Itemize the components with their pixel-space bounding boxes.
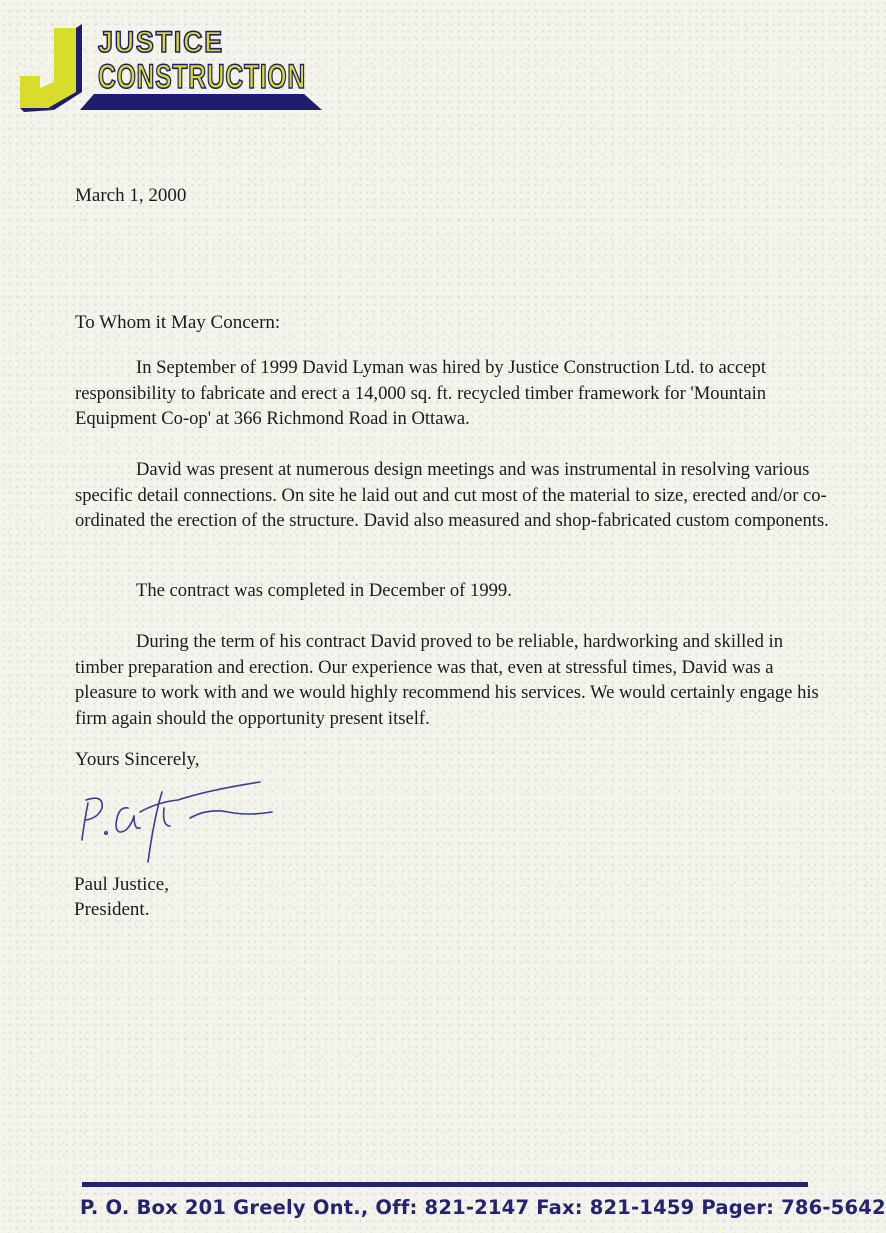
signer-name: Paul Justice, bbox=[74, 874, 169, 895]
salutation: To Whom it May Concern: bbox=[75, 312, 281, 333]
paragraph-text: The contract was completed in December of 1999. bbox=[136, 580, 512, 601]
body-paragraph bbox=[75, 355, 830, 432]
paragraph-text: David was present at numerous design meetings and was instrumental in resolving various specific detail connections. On site he laid out and cut most of the material to size, erected and/or co-ordinated the erection of the structure. David also measured and shop-fabricated custom components. bbox=[75, 459, 829, 531]
body-paragraph bbox=[75, 629, 830, 731]
body-paragraph bbox=[75, 578, 830, 604]
logo-base-shape bbox=[80, 94, 322, 110]
logo-j-shape bbox=[20, 28, 76, 108]
logo-text-construction: CONSTRUCTION bbox=[98, 58, 306, 96]
letter-date: March 1, 2000 bbox=[75, 185, 187, 206]
paragraph-text: During the term of his contract David proved to be reliable, hardworking and skilled in timber preparation and erection. Our experience was that, even at stressful times, David was a pleasure to work with and we would highly recommend his services. We would certainly engage his firm again should the opportunity present itself. bbox=[75, 631, 819, 729]
paragraph-text: In September of 1999 David Lyman was hired by Justice Construction Ltd. to accept responsibility to fabricate and erect a 14,000 sq. ft. recycled timber framework for 'Mountain Equipment Co-op' at 366 Richmond Road in Ottawa. bbox=[75, 357, 767, 429]
company-logo bbox=[18, 22, 328, 114]
closing: Yours Sincerely, bbox=[75, 749, 200, 770]
footer-divider bbox=[82, 1182, 808, 1187]
logo-text-justice: JUSTICE bbox=[98, 26, 224, 59]
signer-title: President. bbox=[74, 899, 150, 920]
footer-contact-line: P. O. Box 201 Greely Ont., Off: 821-2147 Fax: 821-1459 Pager: 786-5642 bbox=[80, 1196, 886, 1219]
signature bbox=[78, 778, 278, 868]
body-paragraph bbox=[75, 457, 830, 534]
